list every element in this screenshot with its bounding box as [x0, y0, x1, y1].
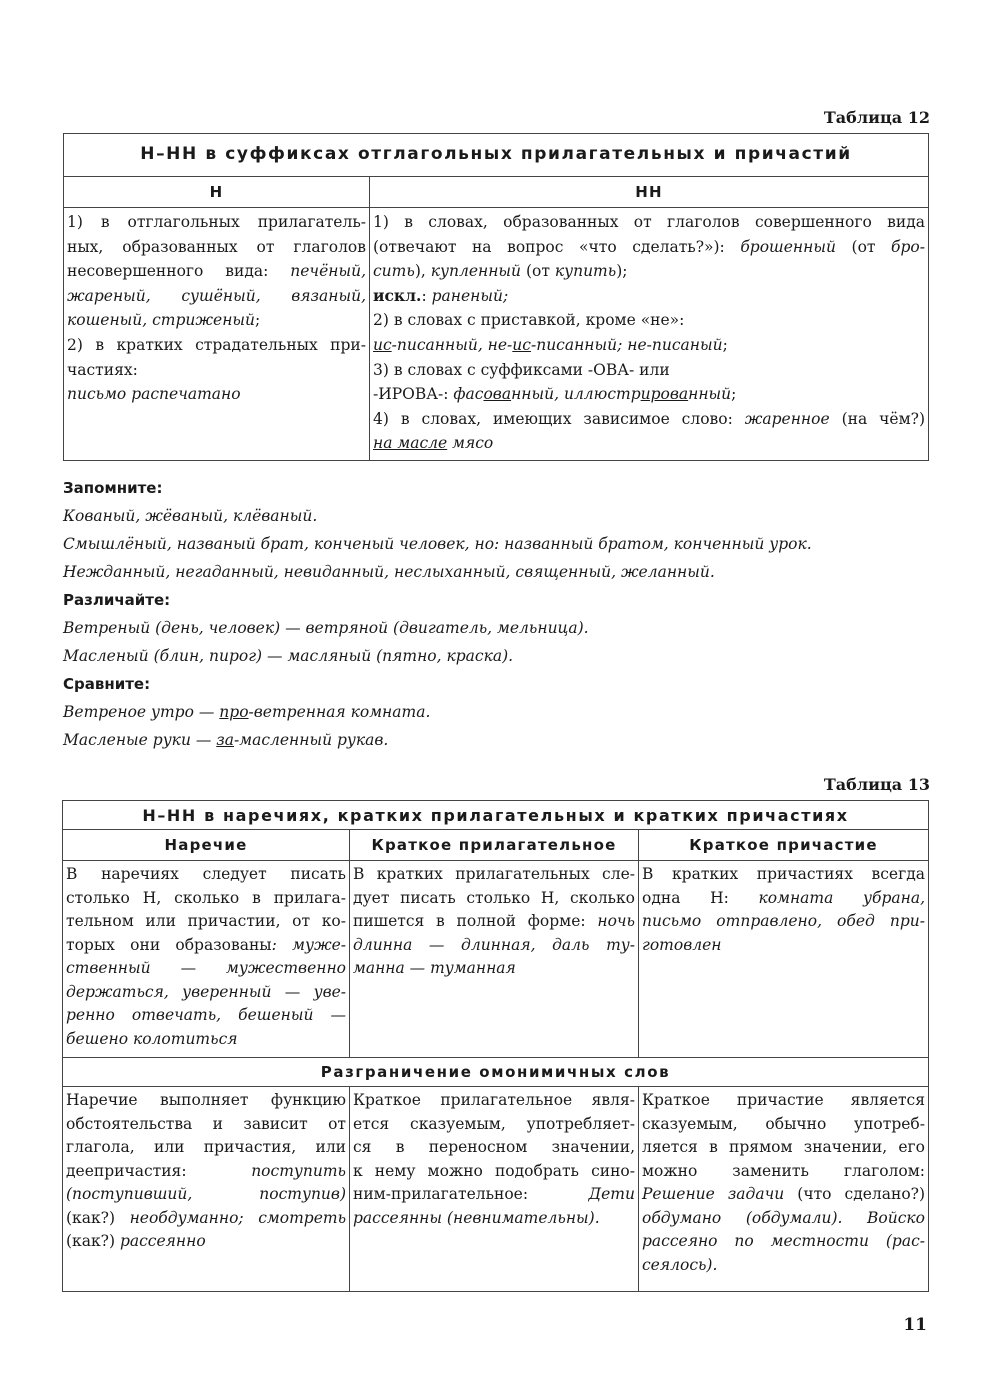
column-header-short-adjective: Краткое прилагательное — [350, 830, 639, 861]
example-word: нный, иллюстр — [511, 385, 641, 404]
text-line — [67, 259, 366, 284]
example-words: ственный — мужественно — [66, 959, 346, 977]
text-line — [642, 1183, 925, 1207]
text-span: : — [421, 286, 432, 305]
text-line: столько Н, сколько в прилага- — [66, 888, 346, 907]
example-word: -писанный; не-писаный — [530, 335, 723, 354]
text-line: ется сказуемым, употребляет- — [353, 1114, 635, 1133]
distinguish-line-2: Масленый (блин, пирог) — масляный (пятно, краска). — [63, 647, 514, 665]
example-words: жареный, сушёный, вязаный, — [67, 286, 366, 305]
text-span: (от — [521, 262, 555, 281]
compare-line-2 — [63, 726, 812, 754]
text-line — [642, 910, 925, 934]
example-word: купить — [554, 262, 617, 281]
example-words: Решение задачи — [642, 1185, 785, 1203]
text-line — [642, 1230, 925, 1254]
cell-short-adjective-distinction — [350, 1087, 639, 1292]
text-span: -масленный рукав. — [233, 731, 389, 749]
text-span: 4) в словах, имеющих зависимое слово: — [373, 409, 745, 428]
table-13-caption: Таблица 13 — [823, 775, 930, 794]
text-line: Наречие выполняет функцию — [66, 1091, 346, 1109]
text-line — [66, 981, 346, 1005]
text-line — [373, 284, 925, 309]
text-line: 2) в словах с приставкой, кроме «не»: — [373, 311, 685, 330]
distinguish-heading: Различайте: — [63, 591, 171, 609]
notes-block — [63, 474, 812, 754]
text-span: Ветреное утро — — [63, 703, 220, 721]
example-words: обдумано (обдумали). Войско — [642, 1208, 926, 1227]
text-span: (что сделано?) — [784, 1185, 926, 1203]
text-line — [373, 431, 925, 456]
text-line: можно заменить глаголом: — [642, 1161, 926, 1180]
prefix-underlined: ис — [373, 335, 392, 354]
text-line — [373, 333, 925, 358]
example-words: ренно отвечать, бешеный — — [66, 1006, 346, 1024]
cell-short-participle-rule — [639, 861, 929, 1058]
text-line: частиях: — [67, 360, 138, 379]
remember-line-2: Смышлёный, названый брат, конченый человек, но: названный братом, конченный урок. — [63, 535, 812, 553]
cell-nn-rules — [370, 208, 929, 461]
text-line — [642, 934, 925, 958]
text-span: ; — [731, 385, 737, 404]
text-line — [67, 308, 366, 333]
example-words: длинна — длинная, даль ту- — [353, 935, 635, 954]
example-word: : муже- — [271, 935, 346, 954]
text-span: ; — [722, 335, 728, 354]
text-line — [373, 235, 925, 260]
text-span: ним-прилагательное: — [353, 1185, 589, 1203]
remember-heading: Запомните: — [63, 479, 163, 497]
text-line — [66, 1207, 346, 1231]
cell-adverb-rule — [63, 861, 350, 1058]
example-words: рассеяно по местности (рас- — [642, 1232, 926, 1250]
example-word: купленный — [430, 262, 522, 281]
text-span: (как?) — [66, 1208, 130, 1227]
example-word: бро- — [891, 237, 925, 256]
table-12-title: Н–НН в суффиксах отглагольных прилагательных и причастий — [64, 134, 929, 177]
text-span: пишется в полной форме: — [353, 912, 598, 930]
example-word: сить — [373, 262, 415, 281]
example-word: раненый; — [431, 286, 509, 305]
text-line — [373, 259, 925, 284]
compare-heading: Сравните: — [63, 675, 151, 693]
text-line — [353, 1183, 635, 1207]
text-line: дует писать столько Н, сколько — [353, 888, 635, 907]
text-line: тельном или причастии, от ко- — [66, 912, 346, 930]
example-word: печёный, — [290, 262, 366, 281]
text-line — [67, 382, 366, 407]
prefix-underlined: за — [216, 731, 234, 749]
remember-line-1: Кованый, жёваный, клёваный. — [63, 507, 318, 525]
text-line: В кратких причастиях всегда — [642, 865, 926, 883]
example-words: необдуманно; смотреть — [129, 1208, 347, 1227]
text-span: (отвечают на вопрос «что сделать?»): — [373, 237, 741, 256]
text-line: 1) в отглагольных прилагатель- — [67, 213, 366, 231]
text-line — [66, 957, 346, 981]
exception-label: искл. — [373, 285, 422, 305]
text-line — [66, 1160, 346, 1184]
text-line: глагола, или причастия, или — [66, 1138, 346, 1156]
example-word: ночь — [597, 912, 635, 930]
example-words: рассеянны (невнимательны). — [353, 1208, 600, 1227]
text-line: Краткое причастие является — [642, 1091, 926, 1109]
text-line — [353, 934, 635, 958]
text-line: 2) в кратких страдательных при- — [67, 335, 366, 354]
text-line — [66, 1183, 346, 1207]
example-words: бешено колотиться — [66, 1029, 238, 1048]
example-words: держаться, уверенный — уве- — [66, 982, 346, 1001]
text-span: одна Н: — [642, 888, 759, 907]
text-span: -ветренная комната. — [248, 703, 431, 721]
text-line — [642, 887, 925, 911]
cell-short-adjective-rule — [350, 861, 639, 1058]
text-line — [66, 1004, 346, 1028]
remember-line-3: Нежданный, негаданный, невиданный, неслыханный, священный, желанный. — [63, 563, 715, 581]
example-word: жаренное — [744, 409, 830, 428]
text-line — [353, 910, 635, 934]
text-line: ся в переносном значении, — [353, 1138, 635, 1156]
text-line: сказуемым, обычно употреб- — [642, 1114, 926, 1133]
text-line — [642, 1254, 925, 1278]
example-word: мясо — [447, 434, 494, 453]
text-line: к нему можно подобрать сино- — [353, 1161, 635, 1180]
example-words: готовлен — [642, 935, 722, 954]
text-span: (от — [835, 237, 892, 256]
table-13-title: Н–НН в наречиях, кратких прилагательных и кратких причастиях — [63, 801, 929, 830]
column-header-n: Н — [64, 177, 370, 208]
example-words: комната убрана, — [758, 888, 926, 907]
distinguish-line-1: Ветреный (день, человек) — ветряной (двигатель, мельница). — [63, 619, 589, 637]
text-line: В кратких прилагательных сле- — [353, 865, 635, 883]
text-line: В наречиях следует писать — [66, 865, 346, 883]
text-line — [373, 407, 925, 432]
text-span: несовершенного вида: — [67, 262, 291, 281]
column-header-nn: НН — [370, 177, 929, 208]
example-words: письмо отправлено, обед при- — [642, 912, 926, 930]
table-13 — [62, 800, 929, 1292]
text-span: ), — [414, 262, 431, 281]
table-12 — [63, 133, 929, 461]
example-words: сеялось). — [642, 1255, 718, 1274]
text-line: 3) в словах с суффиксами -ОВА- или — [373, 360, 670, 379]
example-words: манна — туманная — [353, 959, 516, 977]
text-line — [66, 934, 346, 958]
text-span: ); — [616, 262, 628, 281]
example-word: брошенный — [740, 237, 836, 256]
page-number: 11 — [903, 1315, 927, 1335]
text-line: 1) в словах, образованных от глаголов совершенного вида — [373, 213, 925, 231]
example-word: фас — [453, 385, 484, 404]
cell-adverb-distinction — [63, 1087, 350, 1292]
text-line — [373, 382, 925, 407]
example-word: рассеянно — [119, 1232, 206, 1250]
text-line: обстоятельства и зависит от — [66, 1114, 346, 1133]
text-span: (на чём?) — [829, 409, 925, 428]
text-line: ных, образованных от глаголов — [67, 237, 366, 256]
compare-line-1 — [63, 698, 812, 726]
text-line — [642, 1207, 925, 1231]
text-span: деепричастия: — [66, 1161, 252, 1180]
text-line — [353, 957, 635, 981]
text-span: торых они образованы — [66, 935, 272, 954]
example-words: (поступивший, поступив) — [66, 1185, 346, 1203]
example-word: -писанный, не- — [391, 335, 513, 354]
prefix-underlined: ис — [512, 335, 531, 354]
example-words: кошеный, стриженый — [67, 311, 256, 330]
text-line — [353, 1207, 635, 1231]
homonym-subtitle: Разграничение омонимичных слов — [63, 1058, 929, 1087]
text-line: ляется в прямом значении, его — [642, 1138, 926, 1156]
cell-short-participle-distinction — [639, 1087, 929, 1292]
suffix-underlined: ова — [483, 385, 512, 404]
text-span: (как?) — [66, 1232, 120, 1250]
text-line — [66, 1028, 346, 1052]
text-span: Масленые руки — — [63, 731, 217, 749]
text-line — [66, 1230, 346, 1254]
example-word: поступить — [251, 1161, 346, 1180]
example-word: нный — [688, 385, 732, 404]
text-span: -ИРОВА-: — [373, 385, 454, 404]
text-line: Краткое прилагательное явля- — [353, 1091, 635, 1109]
text-line — [67, 284, 366, 309]
prefix-underlined: про — [219, 703, 249, 721]
cell-n-rules — [64, 208, 370, 461]
column-header-adverb: Наречие — [63, 830, 350, 861]
example-phrase: письмо распечатано — [67, 385, 241, 404]
column-header-short-participle: Краткое причастие — [639, 830, 929, 861]
dependent-word-underlined: на масле — [373, 434, 448, 453]
example-word: Дети — [588, 1185, 635, 1203]
suffix-underlined: ирова — [640, 385, 689, 404]
text-span: ; — [255, 311, 261, 330]
table-12-caption: Таблица 12 — [823, 108, 930, 127]
